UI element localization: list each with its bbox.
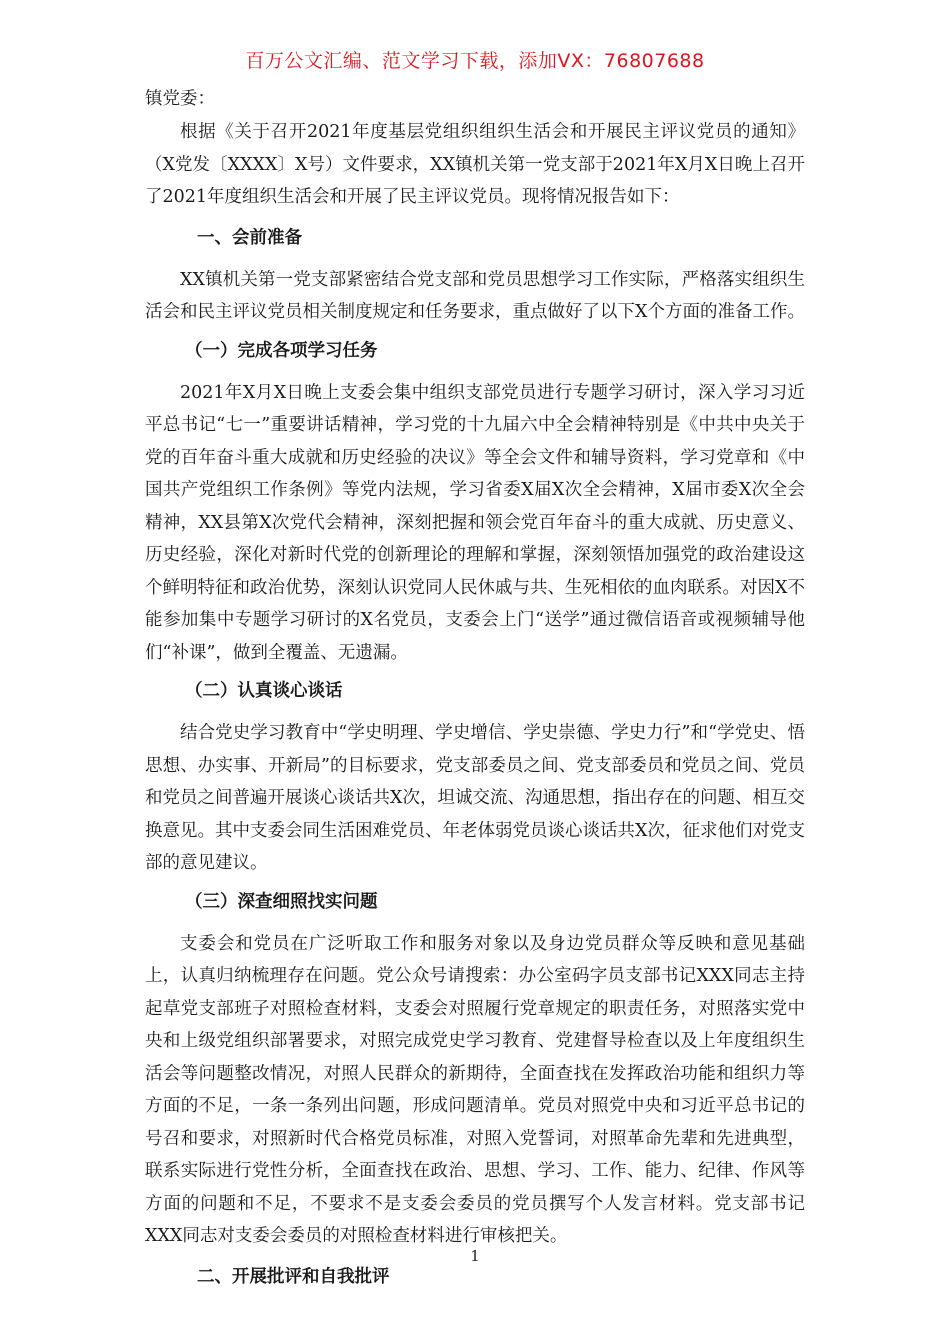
document-body (145, 82, 805, 1303)
paragraph-intro: 根据《关于召开2021年度基层党组织组织生活会和开展民主评议党员的通知》（X党发〔XXXX〕X号）文件要求，XX镇机关第一党支部于2021年X月X日晚上召开了2021年度组织生活会和开展了民主评议党员。现将情况报告如下： (145, 122, 805, 207)
heading-section-2: 二、开展批评和自我批评 (197, 1266, 390, 1287)
watermark-banner: 百万公文汇编、范文学习下载，添加VX：76807688 (245, 50, 705, 72)
paragraph-study: 2021年X月X日晚上支委会集中组织支部党员进行专题学习研讨，深入学习习近平总书记“七一”重要讲话精神，学习党的十九届六中全会精神特别是《中共中央关于党的百年奋斗重大成就和历史经验的决议》等全会文件和辅导资料，学习党章和《中国共产党组织工作条例》等党内法规，学习省委X届X次全会精神，X届市委X次全会精神，XX县第X次党代会精神，深刻把握和领会党百年奋斗的重大成就、历史意义、历史经验，深化对新时代党的创新理论的理解和掌握，深刻领悟加强党的政治建设这个鲜明特征和政治优势，深刻认识党同人民休戚与共、生死相依的血肉联系。对因X不能参加集中专题学习研讨的X名党员，支委会上门“送学”通过微信语音或视频辅导他们“补课”，做到全覆盖、无遗漏。 (145, 382, 805, 663)
paragraph-prep: XX镇机关第一党支部紧密结合党支部和党员思想学习工作实际，严格落实组织生活会和民主评议党员相关制度规定和任务要求，重点做好了以下X个方面的准备工作。 (145, 269, 805, 322)
heading-sub-1: （一）完成各项学习任务 (185, 340, 378, 361)
salutation: 镇党委： (145, 89, 215, 109)
heading-sub-3: （三）深查细照找实问题 (185, 891, 378, 912)
heading-sub-2: （二）认真谈心谈话 (185, 681, 343, 701)
page-number: 1 (470, 1247, 480, 1265)
paragraph-talk: 结合党史学习教育中“学史明理、学史增信、学史崇德、学史力行”和“学党史、悟思想、办实事、开新局”的目标要求，党支部委员之间、党支部委员和党员之间、党员和党员之间普遍开展谈心谈话共X次，坦诚交流、沟通思想，指出存在的问题、相互交换意见。其中支委会同生活困难党员、年老体弱党员谈心谈话共X次，征求他们对党支部的意见建议。 (145, 723, 805, 873)
paragraph-check: 支委会和党员在广泛听取工作和服务对象以及身边党员群众等反映和意见基础上，认真归纳梳理存在问题。党公众号请搜索：办公室码字员支部书记XXX同志主持起草党支部班子对照检查材料，支委会对照履行党章规定的职责任务，对照落实党中央和上级党组织部署要求，对照完成党史学习教育、党建督导检查以及上年度组织生活会等问题整改情况，对照人民群众的新期待，全面查找在发挥政治功能和组织力等方面的不足，一条一条列出问题，形成问题清单。党员对照党中央和习近平总书记的号召和要求，对照新时代合格党员标准，对照入党誓词，对照革命先辈和先进典型，联系实际进行党性分析，全面查找在政治、思想、学习、工作、能力、纪律、作风等方面的问题和不足，不要求不是支委会委员的党员撰写个人发言材料。党支部书记XXX同志对支委会委员的对照检查材料进行审核把关。 (145, 933, 805, 1246)
heading-section-1: 一、会前准备 (197, 227, 302, 248)
